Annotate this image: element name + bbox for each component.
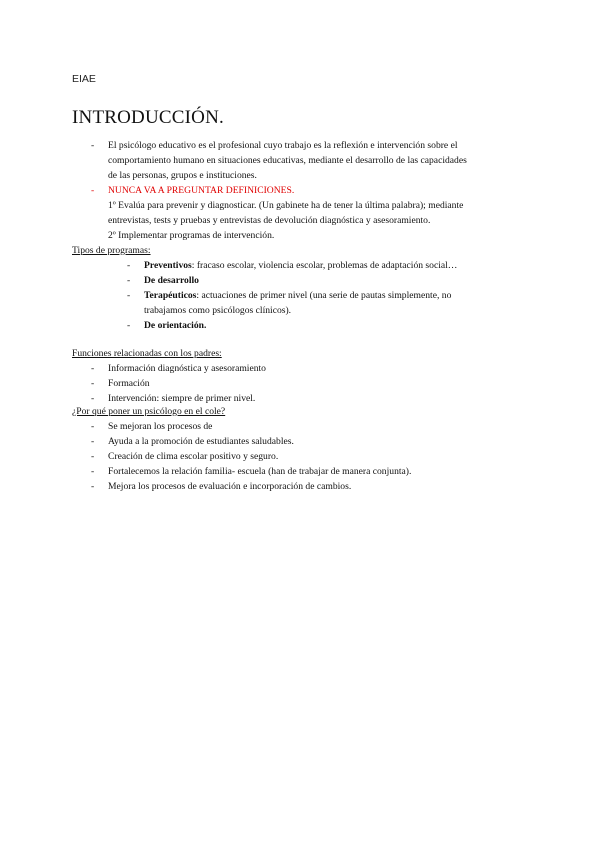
bullet-dash: - — [91, 393, 95, 404]
list-item — [144, 273, 199, 288]
list-item: Información diagnóstica y asesoramiento — [108, 363, 266, 374]
bullet-dash: - — [127, 275, 131, 286]
section-heading-funciones: Funciones relacionadas con los padres: — [72, 348, 222, 359]
item-text: : fracaso escolar, violencia escolar, problemas de adaptación social… — [191, 260, 458, 271]
text-line: entrevistas, tests y pruebas y entrevistas de devolución diagnóstica y asesoramiento. — [108, 215, 431, 226]
list-item — [144, 318, 206, 333]
section-heading-programas: Tipos de programas: — [72, 245, 151, 256]
bullet-dash: - — [91, 421, 95, 432]
list-item: Fortalecemos la relación familia- escuela (han de trabajar de manera conjunta). — [108, 466, 412, 477]
list-item: Se mejoran los procesos de — [108, 421, 213, 432]
text-line: El psicólogo educativo es el profesional cuyo trabajo es la reflexión e intervención sobre el — [108, 140, 458, 151]
list-item: Intervención: siempre de primer nivel. — [108, 393, 256, 404]
text-line: comportamiento humano en situaciones educativas, mediante el desarrollo de las capacidades — [108, 155, 467, 166]
bullet-dash: - — [127, 290, 131, 301]
item-text: : actuaciones de primer nivel (una serie de pautas simplemente, no — [196, 290, 452, 301]
intro-paragraph — [108, 138, 467, 183]
bullet-dash: - — [127, 260, 131, 271]
bullet-dash: - — [91, 363, 95, 374]
bullet-dash: - — [91, 185, 95, 196]
item-bold: De desarrollo — [144, 275, 199, 286]
header-label: EIAE — [72, 73, 96, 85]
text-line: 2º Implementar programas de intervención. — [108, 230, 275, 241]
text-line: 1º Evalúa para prevenir y diagnosticar. (Un gabinete ha de tener la última palabra); mediante — [108, 200, 464, 211]
list-item: Mejora los procesos de evaluación e incorporación de cambios. — [108, 481, 352, 492]
list-item: Formación — [108, 378, 150, 389]
bullet-dash: - — [91, 481, 95, 492]
list-item: Ayuda a la promoción de estudiantes saludables. — [108, 436, 294, 447]
list-item — [144, 288, 451, 318]
warning-note: NUNCA VA A PREGUNTAR DEFINICIONES. — [108, 185, 295, 196]
item-text-line2: trabajamos como psicólogos clínicos). — [144, 305, 292, 316]
bullet-dash: - — [91, 140, 95, 151]
bullet-dash: - — [91, 466, 95, 477]
page-title: INTRODUCCIÓN. — [72, 107, 224, 128]
section-heading-porque: ¿Por qué poner un psicólogo en el cole? — [72, 406, 226, 417]
list-item: Creación de clima escolar positivo y seguro. — [108, 451, 279, 462]
list-item — [144, 258, 457, 273]
bullet-dash: - — [91, 451, 95, 462]
text-line: de las personas, grupos e instituciones. — [108, 170, 257, 181]
item-bold: Preventivos — [144, 260, 192, 271]
bullet-dash: - — [91, 378, 95, 389]
bullet-dash: - — [91, 436, 95, 447]
item-bold: Terapéuticos — [144, 290, 197, 301]
numbered-block — [108, 198, 463, 243]
bullet-dash: - — [127, 320, 131, 331]
item-bold: De orientación. — [144, 320, 207, 331]
